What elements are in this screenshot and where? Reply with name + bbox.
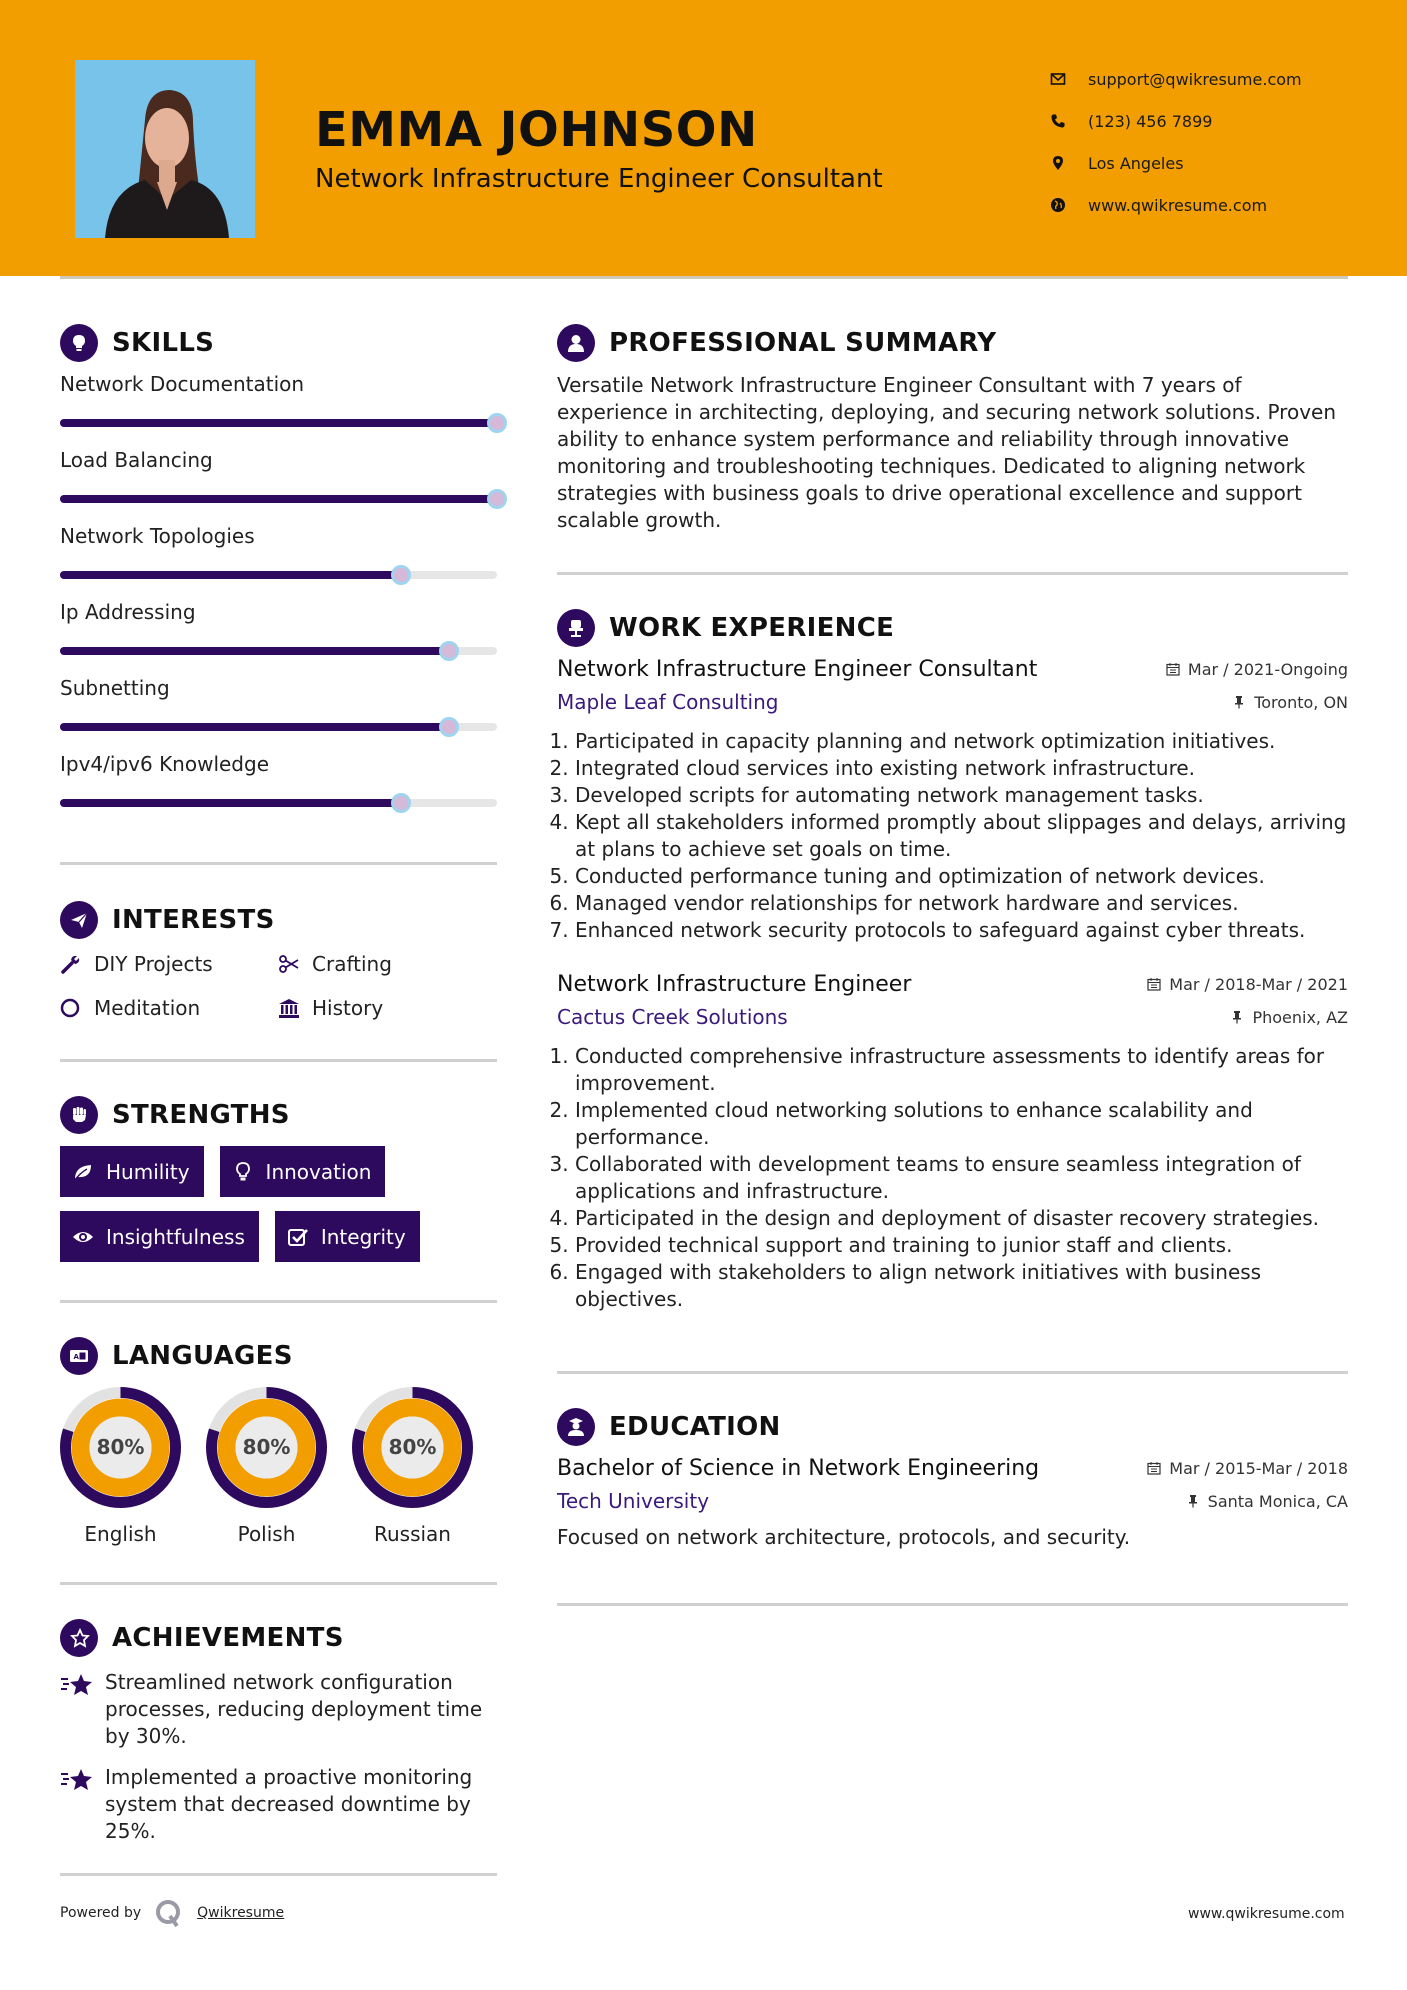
- job-duties: [557, 1043, 1348, 1313]
- duty-item: 1. Conducted comprehensive infrastructure assessments to identify areas for improvement.: [575, 1043, 1348, 1097]
- duty-item: 6. Managed vendor relationships for network hardware and services.: [575, 890, 1348, 917]
- svg-text:A: A: [73, 1353, 79, 1361]
- strength-label: Innovation: [265, 1159, 372, 1184]
- language-name: Polish: [237, 1522, 296, 1546]
- scissors-icon: [278, 953, 312, 975]
- job-role: Network Infrastructure Engineer: [557, 972, 912, 997]
- strengths-title: STRENGTHS: [112, 1100, 290, 1130]
- language-name: English: [84, 1522, 157, 1546]
- skill-name: Ip Addressing: [60, 600, 196, 624]
- paper-plane-icon: [60, 901, 98, 939]
- shooting-star-icon: [60, 1764, 105, 1845]
- skill-knob: [439, 641, 459, 661]
- skill-name: Load Balancing: [60, 448, 213, 472]
- interest-item: [60, 951, 278, 977]
- achievements-title: ACHIEVEMENTS: [112, 1623, 344, 1653]
- interest-item: [278, 995, 497, 1021]
- footer-powered-by: [60, 1898, 284, 1928]
- skill-name: Network Documentation: [60, 372, 305, 396]
- star-icon: [60, 1619, 98, 1657]
- skill-knob: [391, 565, 411, 585]
- calendar-icon: [1147, 1461, 1161, 1475]
- duty-item: 4. Participated in the design and deployment of disaster recovery strategies.: [575, 1205, 1348, 1232]
- language-percent: 80%: [388, 1435, 437, 1459]
- language-item: [206, 1387, 327, 1546]
- skill-bar: [60, 723, 497, 731]
- achievements-list: [60, 1669, 497, 1845]
- envelope-icon: [1050, 71, 1088, 87]
- education-location: Santa Monica, CA: [1186, 1492, 1348, 1511]
- skill-bar: [60, 495, 497, 503]
- language-name: Russian: [373, 1522, 451, 1546]
- left-column: [60, 318, 497, 1876]
- fist-icon: [60, 1096, 98, 1134]
- strength-badge: [275, 1211, 420, 1262]
- achievement-item: [60, 1764, 497, 1845]
- qwikresume-logo-icon: [155, 1898, 183, 1928]
- resume-header: [0, 0, 1407, 276]
- interests-heading: [60, 895, 497, 945]
- skill-bar: [60, 799, 497, 807]
- contact-website-text[interactable]: www.qwikresume.com: [1088, 195, 1268, 215]
- strength-badge: [220, 1146, 386, 1197]
- interest-item: [278, 951, 497, 977]
- contact-email-text[interactable]: support@qwikresume.com: [1088, 69, 1302, 89]
- calendar-icon: [1166, 662, 1180, 676]
- contact-website[interactable]: [1050, 184, 1302, 226]
- languages-heading: [60, 1331, 497, 1381]
- experience-heading: [557, 603, 1348, 653]
- skill-bar: [60, 647, 497, 655]
- achievement-item: [60, 1669, 497, 1750]
- section-divider: [60, 1300, 497, 1303]
- job-role: Network Infrastructure Engineer Consultant: [557, 657, 1038, 682]
- school: Tech University: [557, 1489, 710, 1513]
- skill-knob: [487, 489, 507, 509]
- achievement-text: Implemented a proactive monitoring system that decreased downtime by 25%.: [105, 1765, 473, 1843]
- skill-name: Network Topologies: [60, 524, 255, 548]
- interest-label: History: [312, 996, 384, 1020]
- skill-item: [60, 520, 497, 596]
- language-percent: 80%: [242, 1435, 291, 1459]
- interests-title: INTERESTS: [112, 905, 275, 935]
- achievements-heading: [60, 1613, 497, 1663]
- contact-email[interactable]: [1050, 58, 1302, 100]
- duty-item: 3. Developed scripts for automating network management tasks.: [575, 782, 1348, 809]
- language-item: [352, 1387, 473, 1546]
- strengths-list: [60, 1140, 497, 1262]
- phone-icon: [1050, 113, 1088, 129]
- job-company: Maple Leaf Consulting: [557, 690, 779, 714]
- shooting-star-icon: [60, 1669, 105, 1750]
- language-progress-ring: [60, 1387, 181, 1508]
- contact-location-text: Los Angeles: [1088, 153, 1184, 173]
- strength-badge: [60, 1211, 259, 1262]
- duty-item: 5. Conducted performance tuning and optimization of network devices.: [575, 863, 1348, 890]
- skill-name: Subnetting: [60, 676, 170, 700]
- circle-icon: [60, 997, 94, 1019]
- globe-icon: [1050, 197, 1088, 213]
- skill-item: [60, 748, 497, 824]
- calendar-icon: [1147, 977, 1161, 991]
- languages-list: [60, 1381, 497, 1546]
- portrait-image: [75, 60, 255, 238]
- section-divider: [557, 1371, 1348, 1374]
- education-title: EDUCATION: [609, 1412, 781, 1442]
- right-column: [557, 318, 1348, 1606]
- degree: Bachelor of Science in Network Engineering: [557, 1456, 1040, 1481]
- eye-icon: [72, 1226, 94, 1248]
- pushpin-icon: [1186, 1494, 1200, 1508]
- duty-item: 7. Enhanced network security protocols to safeguard against cyber threats.: [575, 917, 1348, 944]
- skill-name: Ipv4/ipv6 Knowledge: [60, 752, 270, 776]
- pushpin-icon: [1232, 695, 1246, 709]
- skill-item: [60, 596, 497, 672]
- duty-item: 4. Kept all stakeholders informed promptly about slippages and delays, arriving at plans to achieve set goals on time.: [575, 809, 1348, 863]
- section-divider: [557, 572, 1348, 575]
- interest-label: DIY Projects: [94, 952, 213, 976]
- candidate-title: Network Infrastructure Engineer Consultant: [315, 164, 883, 194]
- translate-icon: [60, 1337, 98, 1375]
- duty-item: 5. Provided technical support and training to junior staff and clients.: [575, 1232, 1348, 1259]
- duty-item: 3. Collaborated with development teams to ensure seamless integration of applications and infrastructure.: [575, 1151, 1348, 1205]
- candidate-name: EMMA JOHNSON: [315, 102, 758, 158]
- footer-website[interactable]: www.qwikresume.com: [1188, 1906, 1345, 1922]
- wrench-icon: [60, 953, 94, 975]
- skill-item: [60, 444, 497, 520]
- job-date: Mar / 2018-Mar / 2021: [1147, 975, 1348, 994]
- lightbulb-icon: [60, 324, 98, 362]
- skill-knob: [439, 717, 459, 737]
- strength-badge: [60, 1146, 204, 1197]
- strength-label: Integrity: [320, 1224, 406, 1249]
- summary-text: Versatile Network Infrastructure Engineer Consultant with 7 years of experience in architecting, deploying, and securing network solutions. Proven ability to enhance system performance and reliability through innovative monitoring and troubleshooting techniques. Dedicated to aligning network strategies with business goals to drive operational excellence and support scalable growth.: [557, 373, 1337, 532]
- duty-item: 2. Integrated cloud services into existing network infrastructure.: [575, 755, 1348, 782]
- experience-title: WORK EXPERIENCE: [609, 613, 895, 643]
- chair-icon: [557, 609, 595, 647]
- language-item: [60, 1387, 181, 1546]
- skills-list: [60, 368, 497, 824]
- interest-label: Meditation: [94, 996, 201, 1020]
- summary-heading: [557, 318, 1348, 368]
- qwikresume-link[interactable]: Qwikresume: [197, 1905, 285, 1921]
- job-company: Cactus Creek Solutions: [557, 1005, 788, 1029]
- leaf-icon: [72, 1161, 94, 1183]
- job-entry: [557, 972, 1348, 1313]
- interest-item: [60, 995, 278, 1021]
- job-entry: [557, 657, 1348, 944]
- interests-list: [60, 945, 497, 1021]
- summary-title: PROFESSIONAL SUMMARY: [609, 328, 997, 358]
- pushpin-icon: [1230, 1010, 1244, 1024]
- skill-bar: [60, 571, 497, 579]
- job-duties: [557, 728, 1348, 944]
- contact-location: [1050, 142, 1302, 184]
- contact-list: [1050, 58, 1302, 226]
- job-location: Phoenix, AZ: [1230, 1008, 1348, 1027]
- section-divider: [60, 862, 497, 865]
- interest-label: Crafting: [312, 952, 392, 976]
- section-divider: [557, 1603, 1348, 1606]
- job-location: Toronto, ON: [1232, 693, 1348, 712]
- skill-knob: [391, 793, 411, 813]
- education-description: Focused on network architecture, protocols, and security.: [557, 1525, 1131, 1549]
- education-entry: [557, 1456, 1348, 1549]
- strengths-heading: [60, 1090, 497, 1140]
- language-progress-ring: [352, 1387, 473, 1508]
- powered-by-label: Powered by: [60, 1905, 142, 1921]
- section-divider: [60, 1873, 497, 1876]
- user-icon: [557, 324, 595, 362]
- education-date: Mar / 2015-Mar / 2018: [1147, 1459, 1348, 1478]
- skills-heading: [60, 318, 497, 368]
- strength-label: Humility: [106, 1159, 190, 1184]
- section-divider: [60, 1582, 497, 1585]
- contact-phone-text[interactable]: (123) 456 7899: [1088, 111, 1213, 131]
- languages-title: LANGUAGES: [112, 1341, 293, 1371]
- language-progress-ring: [206, 1387, 327, 1508]
- graduate-icon: [557, 1408, 595, 1446]
- education-heading: [557, 1402, 1348, 1452]
- duty-item: 2. Implemented cloud networking solutions to enhance scalability and performance.: [575, 1097, 1348, 1151]
- bank-icon: [278, 997, 312, 1019]
- job-date: Mar / 2021-Ongoing: [1166, 660, 1348, 679]
- duty-item: 6. Engaged with stakeholders to align network initiatives with business objectives.: [575, 1259, 1348, 1313]
- achievement-text: Streamlined network configuration processes, reducing deployment time by 30%.: [105, 1670, 483, 1748]
- skills-title: SKILLS: [112, 328, 215, 358]
- map-marker-icon: [1050, 155, 1088, 171]
- skill-item: [60, 672, 497, 748]
- section-divider: [60, 1059, 497, 1062]
- language-percent: 80%: [96, 1435, 145, 1459]
- check-square-icon: [287, 1226, 309, 1248]
- skill-item: [60, 368, 497, 444]
- lightbulb-icon: [232, 1161, 254, 1183]
- skill-bar: [60, 419, 497, 427]
- strength-label: Insightfulness: [106, 1224, 245, 1249]
- duty-item: 1. Participated in capacity planning and network optimization initiatives.: [575, 728, 1348, 755]
- profile-photo: [75, 60, 255, 238]
- contact-phone[interactable]: [1050, 100, 1302, 142]
- header-divider: [60, 276, 1348, 279]
- skill-knob: [487, 413, 507, 433]
